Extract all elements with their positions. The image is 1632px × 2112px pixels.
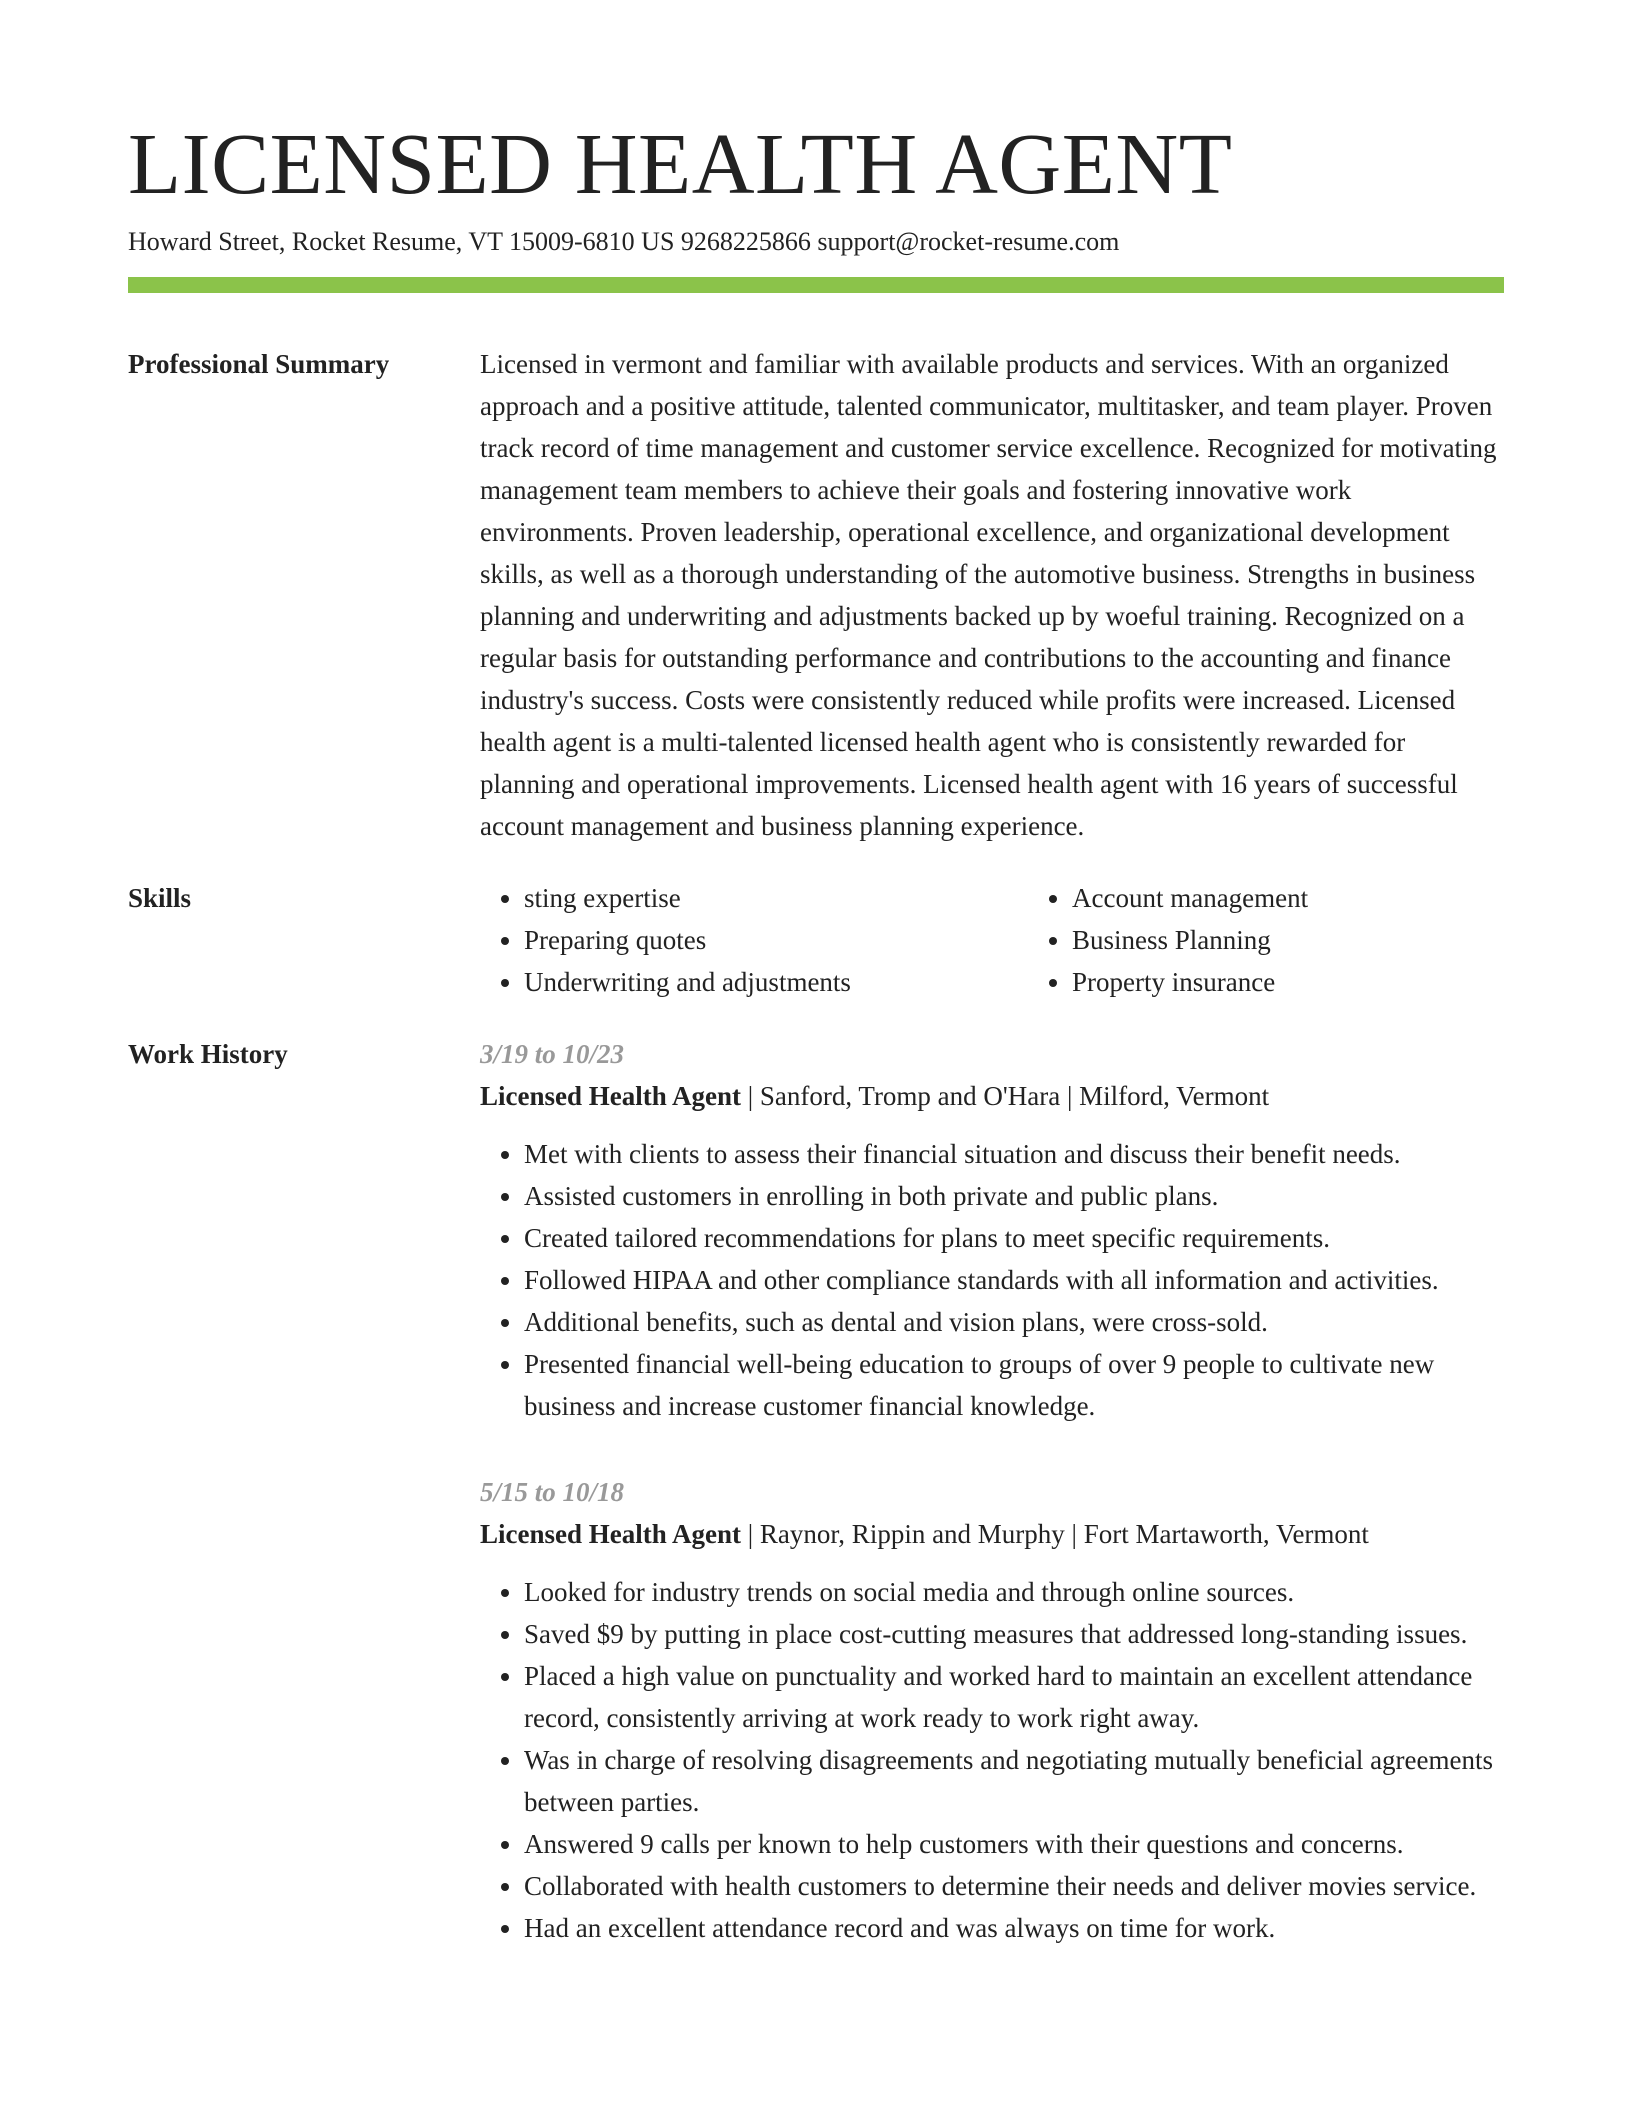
skills-grid	[480, 877, 1576, 1003]
skill-item: • Business Planning	[1072, 919, 1576, 961]
job-bullet: • Created tailored recommendations for plans to meet specific requirements.	[524, 1217, 1504, 1259]
job-bullet: • Had an excellent attendance record and was always on time for work.	[524, 1907, 1504, 1949]
job-bullet: • Met with clients to assess their financial situation and discuss their benefit needs.	[524, 1133, 1504, 1175]
skill-item: • Property insurance	[1072, 961, 1576, 1003]
resume-name: LICENSED HEALTH AGENT	[128, 115, 1233, 212]
work-history-heading: Work History	[128, 1039, 288, 1070]
job-bullet: • Was in charge of resolving disagreements and negotiating mutually beneficial agreements between parties.	[524, 1739, 1504, 1823]
job-bullet: • Followed HIPAA and other compliance standards with all information and activities.	[524, 1259, 1504, 1301]
job-entry	[480, 1471, 1504, 1949]
skill-item: • Underwriting and adjustments	[524, 961, 1028, 1003]
job-bullet: • Placed a high value on punctuality and worked hard to maintain an excellent attendance record, consistently arriving at work ready to work right away.	[524, 1655, 1504, 1739]
job-bullets	[480, 1133, 1504, 1427]
job-title: Licensed Health Agent	[480, 1081, 741, 1112]
job-bullet: • Collaborated with health customers to determine their needs and deliver movies service.	[524, 1865, 1504, 1907]
job-bullet: • Answered 9 calls per known to help customers with their questions and concerns.	[524, 1823, 1504, 1865]
summary-heading: Professional Summary	[128, 349, 390, 380]
skills-list-left	[480, 877, 1028, 1003]
summary-section	[128, 343, 1504, 847]
job-bullet: • Saved $9 by putting in place cost-cutting measures that addressed long-standing issues.	[524, 1613, 1504, 1655]
job-title-line	[480, 1075, 1504, 1117]
job-title-line	[480, 1513, 1504, 1555]
contact-line: Howard Street, Rocket Resume, VT 15009-6810 US 9268225866 support@rocket-resume.com	[128, 227, 1120, 257]
job-bullets	[480, 1571, 1504, 1949]
work-history-section	[128, 1033, 1504, 1949]
skills-heading: Skills	[128, 883, 192, 914]
job-title: Licensed Health Agent	[480, 1519, 741, 1550]
header-divider	[128, 277, 1504, 293]
job-bullet: • Assisted customers in enrolling in both private and public plans.	[524, 1175, 1504, 1217]
job-bullet: • Additional benefits, such as dental and vision plans, were cross-sold.	[524, 1301, 1504, 1343]
skill-item: • Account management	[1072, 877, 1576, 919]
job-entry	[480, 1033, 1504, 1427]
job-employer-location: | Sanford, Tromp and O'Hara | Milford, Vermont	[741, 1081, 1270, 1112]
job-employer-location: | Raynor, Rippin and Murphy | Fort Martaworth, Vermont	[741, 1519, 1369, 1550]
job-bullet: • Looked for industry trends on social media and through online sources.	[524, 1571, 1504, 1613]
job-dates: 3/19 to 10/23	[480, 1039, 625, 1070]
skills-section	[128, 877, 1504, 1003]
job-dates: 5/15 to 10/18	[480, 1477, 625, 1508]
summary-text: Licensed in vermont and familiar with available products and services. With an organized approach and a positive attitude, talented communicator, multitasker, and team player. Proven track record of time management and customer service excellence. Recognized for motivating management team members to achieve their goals and fostering innovative work environments. Proven leadership, operational excellence, and organizational development skills, as well as a thorough understanding of the automotive business. Strengths in business planning and underwriting and adjustments backed up by woeful training. Recognized on a regular basis for outstanding performance and contributions to the accounting and finance industry's success. Costs were consistently reduced while profits were increased. Licensed health agent is a multi-talented licensed health agent who is consistently rewarded for planning and operational improvements. Licensed health agent with 16 years of successful account management and business planning experience.	[480, 349, 1497, 842]
job-bullet: • Presented financial well-being education to groups of over 9 people to cultivate new business and increase customer financial knowledge.	[524, 1343, 1504, 1427]
skill-item: • sting expertise	[524, 877, 1028, 919]
work-history-body	[480, 1033, 1504, 1949]
skills-list-right	[1028, 877, 1576, 1003]
skill-item: • Preparing quotes	[524, 919, 1028, 961]
resume-page	[128, 0, 1504, 1949]
